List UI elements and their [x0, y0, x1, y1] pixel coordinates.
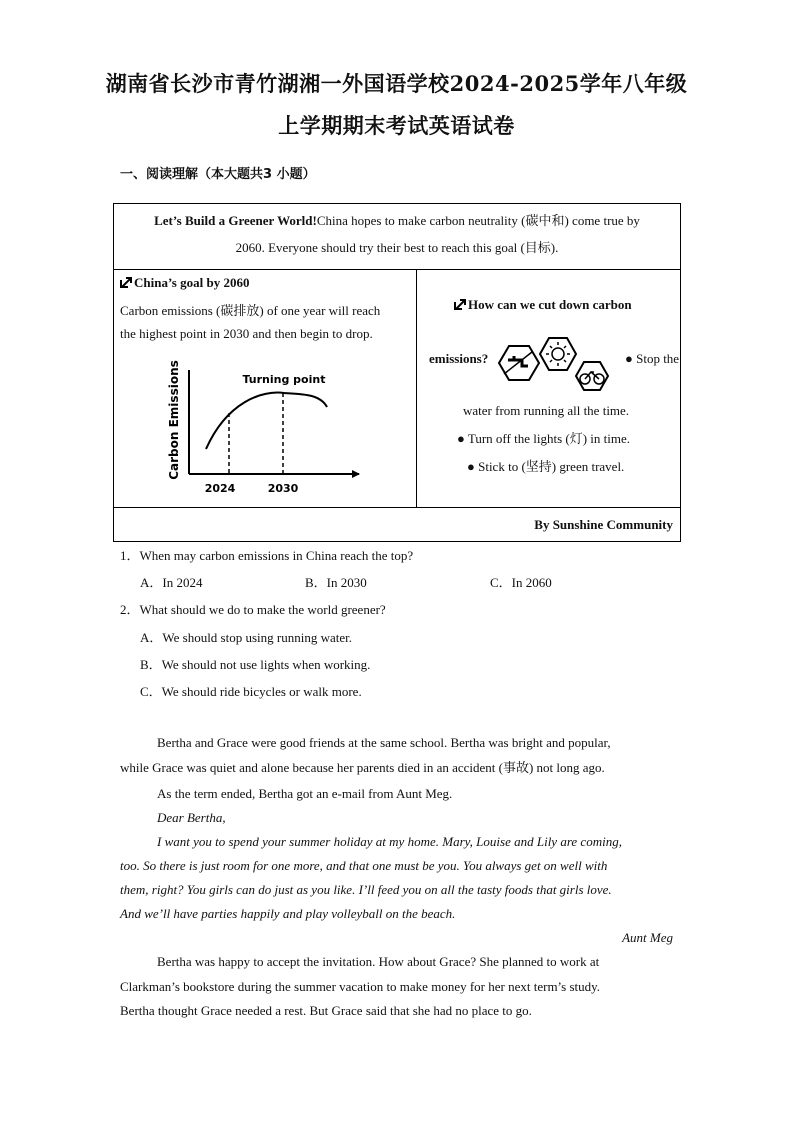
- question-2-option-c: C．We should ride bicycles or walk more.: [140, 684, 362, 699]
- poster-headline-rest: China hopes to make carbon neutrality (碳中和) come true by: [316, 213, 640, 228]
- right-cell-title: [454, 297, 632, 313]
- passage-p3a: Bertha was happy to accept the invitation. How about Grace? She planned to work at: [157, 954, 600, 969]
- question-2-option-b: B．We should not use lights when working.: [140, 657, 371, 672]
- letter-signature: Aunt Meg: [622, 930, 673, 945]
- chart-ylabel: Carbon Emissions: [167, 360, 181, 480]
- right-bullet1b: water from running all the time.: [463, 403, 630, 418]
- question-1-stem: 1．When may carbon emissions in China reach the top?: [120, 548, 414, 563]
- poster-headline-line2: 2060. Everyone should try their best to reach this goal (目标).: [235, 240, 559, 255]
- passage-p2: As the term ended, Bertha got an e-mail from Aunt Meg.: [157, 786, 453, 801]
- green-tips-illustration: [492, 332, 612, 394]
- right-bullet2: ● Turn off the lights (灯) in time.: [457, 431, 631, 446]
- left-cell-line2: the highest point in 2030 and then begin to drop.: [120, 326, 373, 341]
- question-1-option-b: B．In 2030: [305, 575, 367, 590]
- x-axis-arrow: [352, 470, 360, 478]
- question-2-option-a: A．We should stop using running water.: [140, 630, 352, 645]
- question-1-option-a: A．In 2024: [140, 575, 203, 590]
- exam-title-line2: 上学期期末考试英语试卷: [278, 113, 515, 138]
- left-cell-title: [120, 275, 249, 291]
- question-2-stem: 2．What should we do to make the world greener?: [120, 602, 386, 617]
- letter-line1: I want you to spend your summer holiday at my home. Mary, Louise and Lily are coming,: [157, 834, 622, 849]
- poster-table: [113, 203, 681, 542]
- right-cell-emissions: emissions?: [429, 351, 489, 366]
- letter-greeting: Dear Bertha,: [157, 810, 226, 825]
- passage-p3c: Bertha thought Grace needed a rest. But Grace said that she had no place to go.: [120, 1003, 532, 1018]
- passage-p1b: while Grace was quiet and alone because her parents died in an accident (事故) not long ago.: [120, 760, 605, 775]
- carbon-emissions-chart: [162, 352, 372, 497]
- poster-right-cell: [417, 270, 680, 507]
- right-bullet3: ● Stick to (坚持) green travel.: [467, 459, 625, 474]
- right-cell-title-text: How can we cut down carbon: [468, 297, 632, 312]
- left-cell-line1: Carbon emissions (碳排放) of one year will reach: [120, 303, 381, 318]
- chart-annotation-turning-point: Turning point: [242, 373, 326, 386]
- poster-headline: [114, 204, 680, 270]
- x-tick-2024: 2024: [204, 482, 236, 495]
- section-heading: 一、阅读理解（本大题共3 小题）: [120, 167, 316, 182]
- byline: By Sunshine Community: [534, 517, 673, 532]
- letter-line4: And we’ll have parties happily and play volleyball on the beach.: [120, 906, 456, 921]
- letter-line2: too. So there is just room for one more, and that one must be you. You always get on well with: [120, 858, 608, 873]
- external-link-icon: [454, 298, 468, 310]
- external-link-icon: [120, 276, 134, 288]
- left-cell-title-text: China’s goal by 2060: [134, 275, 250, 290]
- letter-line3: them, right? You girls can do just as you like. I’ll feed you on all the tasty foods that girls love.: [120, 882, 612, 897]
- poster-headline-bold: Let’s Build a Greener World!: [154, 213, 317, 228]
- exam-title-line1: 湖南省长沙市青竹湖湘一外国语学校2024-2025学年八年级: [105, 71, 688, 96]
- passage-p1a: Bertha and Grace were good friends at the same school. Bertha was bright and popular,: [157, 735, 611, 750]
- x-tick-2030: 2030: [267, 482, 299, 495]
- passage-p3b: Clarkman’s bookstore during the summer vacation to make money for her next term’s study.: [120, 979, 601, 994]
- right-bullet1a: ● Stop the: [625, 351, 680, 366]
- poster-left-cell: [114, 270, 417, 507]
- poster-footer: [114, 507, 680, 542]
- emissions-curve: [206, 393, 327, 449]
- question-1-option-c: C．In 2060: [490, 575, 552, 590]
